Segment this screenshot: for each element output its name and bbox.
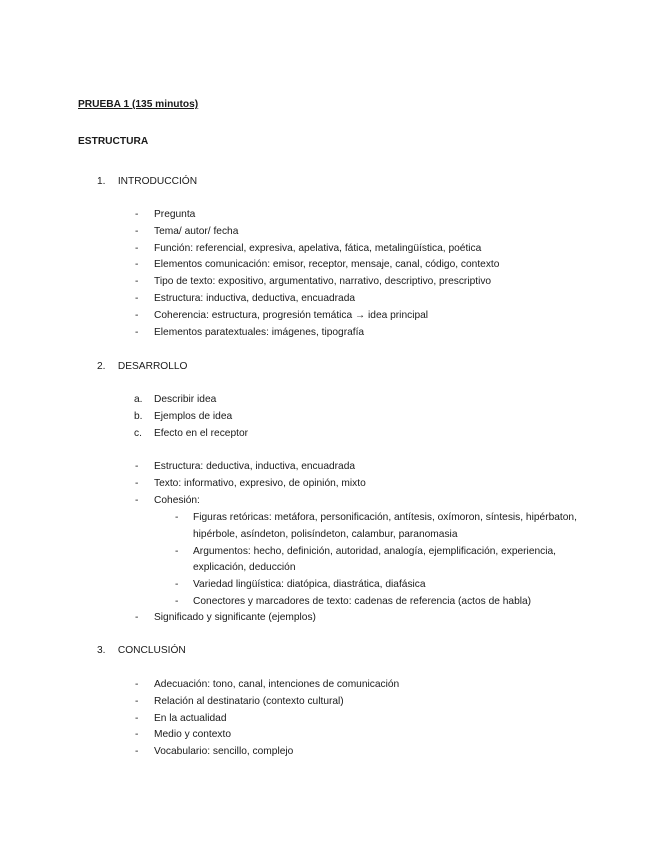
list-item: - Cohesión: <box>154 493 366 510</box>
section-number: 1. <box>97 176 106 187</box>
bullet-marker: - <box>135 679 139 690</box>
bullet-marker: - <box>135 477 139 489</box>
list-item: - Pregunta <box>154 207 499 224</box>
bullet-marker: - <box>175 545 179 557</box>
list-item: - Adecuación: tono, canal, intenciones de comunicación <box>154 677 399 694</box>
list-item: - En la actualidad <box>154 711 399 728</box>
section-heading-desarrollo <box>97 361 187 372</box>
bullet-marker: - <box>135 712 139 724</box>
section-title: CONCLUSIÓN <box>117 645 186 656</box>
bullet-marker: - <box>135 746 139 758</box>
section-heading-conclusion <box>97 645 186 656</box>
desarrollo-alpha-list <box>134 392 249 442</box>
list-item: - Vocabulario: sencillo, complejo <box>154 744 399 761</box>
list-item: - Estructura: deductiva, inductiva, encuadrada <box>154 459 366 476</box>
page-subtitle: ESTRUCTURA <box>78 136 149 147</box>
bullet-marker: - <box>135 225 139 237</box>
list-marker: a. <box>134 394 143 405</box>
bullet-marker: - <box>135 209 139 220</box>
desarrollo-final-list <box>135 610 316 627</box>
section-number: 2. <box>97 361 106 372</box>
bullet-marker: - <box>175 595 179 607</box>
desarrollo-list <box>135 459 366 509</box>
list-item: a. Describir idea <box>154 392 248 409</box>
list-item: - Tipo de texto: expositivo, argumentativo, narrativo, descriptivo, prescriptivo <box>154 274 499 291</box>
bullet-marker: - <box>135 292 139 304</box>
bullet-marker: - <box>135 494 139 506</box>
list-item: - Coherencia: estructura, progresión temática → idea principal <box>154 308 499 325</box>
list-item: - Elementos paratextuales: imágenes, tipografía <box>154 325 499 342</box>
section-title: INTRODUCCIÓN <box>117 176 198 187</box>
list-item: - Conectores y marcadores de texto: cadenas de referencia (actos de habla) <box>193 594 583 611</box>
introduccion-list <box>135 207 500 341</box>
bullet-marker: - <box>175 579 179 591</box>
section-number: 3. <box>97 645 106 656</box>
bullet-marker: - <box>135 695 139 707</box>
bullet-marker: - <box>135 259 139 271</box>
section-heading-introduccion <box>97 176 197 187</box>
bullet-marker: - <box>135 309 139 321</box>
bullet-marker: - <box>135 612 139 623</box>
conclusion-list <box>135 677 400 761</box>
list-item: - Variedad lingüística: diatópica, diastrática, diafásica <box>193 577 583 594</box>
list-item: - Significado y significante (ejemplos) <box>154 610 316 627</box>
section-title: DESARROLLO <box>117 361 188 372</box>
list-item: - Medio y contexto <box>154 727 399 744</box>
list-item: b. Ejemplos de idea <box>154 409 248 426</box>
list-item: - Relación al destinatario (contexto cultural) <box>154 694 399 711</box>
bullet-marker: - <box>135 461 139 472</box>
bullet-marker: - <box>135 729 139 741</box>
bullet-marker: - <box>135 326 139 338</box>
list-item: - Estructura: inductiva, deductiva, encuadrada <box>154 291 499 308</box>
list-item: - Figuras retóricas: metáfora, personificación, antítesis, oxímoron, síntesis, hipérbaton, hipérbole, asíndeton, polisíndeton, calambur, paranomasia <box>175 512 577 540</box>
list-item: - Texto: informativo, expresivo, de opinión, mixto <box>154 476 366 493</box>
list-marker: b. <box>134 410 143 422</box>
list-item: - Elementos comunicación: emisor, receptor, mensaje, canal, código, contexto <box>154 257 499 274</box>
list-item: - Tema/ autor/ fecha <box>154 224 499 241</box>
list-item: - Función: referencial, expresiva, apelativa, fática, metalingüística, poética <box>154 241 499 258</box>
page-title: PRUEBA 1 (135 minutos) <box>78 99 199 110</box>
cohesion-sublist <box>175 510 583 611</box>
bullet-marker: - <box>175 512 179 523</box>
bullet-marker: - <box>135 242 139 254</box>
bullet-marker: - <box>135 276 139 288</box>
list-marker: c. <box>134 427 142 439</box>
list-item: c. Efecto en el receptor <box>154 426 248 443</box>
list-item: - Argumentos: hecho, definición, autoridad, analogía, ejemplificación, experiencia, explicación, deducción <box>175 545 557 574</box>
